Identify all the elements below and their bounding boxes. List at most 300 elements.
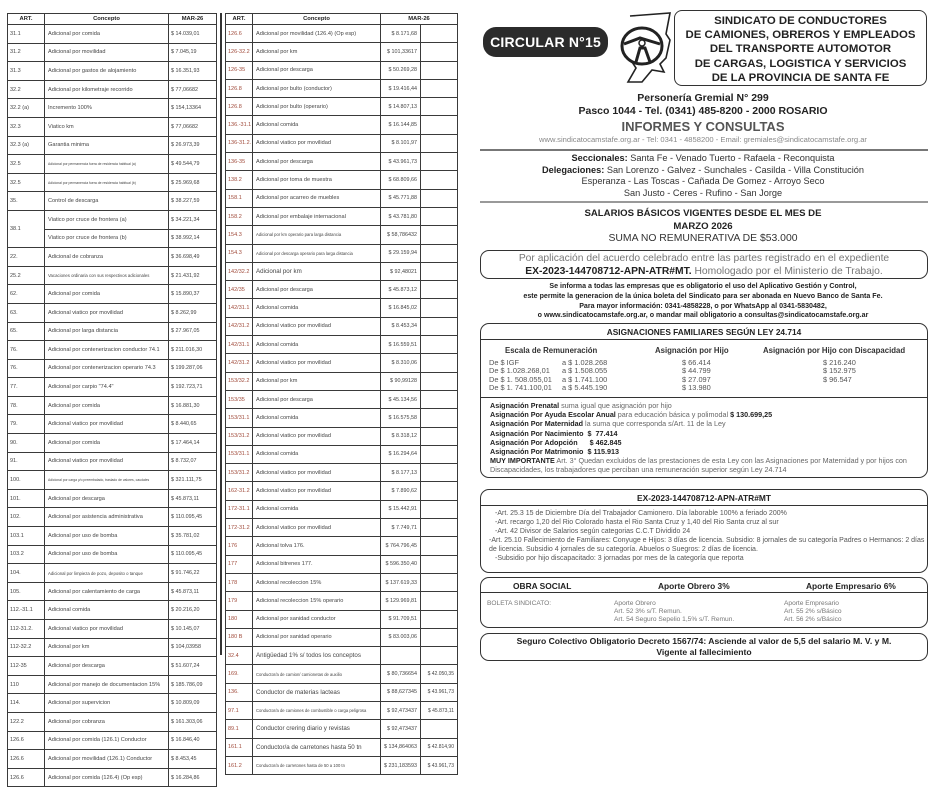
concepto-cell: Adicional por toma de muestra xyxy=(253,171,381,189)
extra-value-cell xyxy=(421,647,458,665)
asignacion-note xyxy=(490,456,924,474)
extra-value-cell xyxy=(421,25,458,43)
art-cell: 89.1 xyxy=(226,720,253,738)
divider xyxy=(481,339,927,340)
escala-de: De $ 1. 741.100,01 xyxy=(489,383,552,393)
art-cell: 142/31.2 xyxy=(226,354,253,372)
concepto-cell: Adicional viatico por movilidad xyxy=(253,354,381,372)
art-cell: 35. xyxy=(8,192,45,211)
art-cell: 31.3 xyxy=(8,62,45,81)
concepto-cell: Adicional por km operario para larga distancia xyxy=(253,226,381,244)
note-label: Asignación Por Matrimonio xyxy=(490,447,584,457)
contact-line: www.sindicatocamstafe.org.ar - Tel: 0341 - 4858200 - Email: gremiales@sindicatocamstafe.org.ar xyxy=(539,135,867,144)
extra-value-cell xyxy=(421,720,458,738)
art-cell: 104. xyxy=(8,564,45,583)
personeria-gremial: Personería Gremial N° 299 xyxy=(637,92,769,104)
value-cell: $ 92,473437 xyxy=(381,720,421,738)
list-item: -Art. recargo 1,20 del Rio Colorado hasta el Rio Santa Cruz y 1,40 del Rio Santa cruz al sur xyxy=(495,519,779,526)
table-row xyxy=(226,79,458,97)
concepto-cell: Adicional por contenerizacion conductor 74.1 xyxy=(45,341,169,360)
table-row xyxy=(226,372,458,390)
concepto-cell: Adicional por km xyxy=(253,43,381,61)
extra-value-cell xyxy=(421,189,458,207)
aporte-empresario-header: Aporte Empresario 6% xyxy=(806,581,896,591)
concepto-cell: Control de descarga xyxy=(45,192,169,211)
concepto-cell: Adicional por carpio "74.4" xyxy=(45,378,169,397)
table-row xyxy=(8,731,217,750)
table-row xyxy=(8,564,217,583)
value-cell: $ 10.145,07 xyxy=(169,620,217,639)
value-cell: $ 16.294,64 xyxy=(381,445,421,463)
art-cell: 153/31.1 xyxy=(226,409,253,427)
aporte-obrero-header: Aporte Obrero 3% xyxy=(658,581,730,591)
value-cell: $ 16.881,30 xyxy=(169,396,217,415)
value-cell: $ 35.781,02 xyxy=(169,527,217,546)
concepto-cell: Adicional viatico por movilidad xyxy=(253,427,381,445)
table-row xyxy=(226,573,458,591)
table-row xyxy=(8,489,217,508)
seguro-colectivo-box xyxy=(480,633,928,661)
value-cell: $ 16.284,86 xyxy=(169,768,217,787)
asignacion-discapacidad: $ 216.240 xyxy=(823,358,856,367)
asignacion-hijo: $ 13.980 xyxy=(682,383,711,393)
union-name-box xyxy=(674,10,927,86)
aporte-obrero-details xyxy=(614,600,734,625)
art-cell: 110 xyxy=(8,675,45,694)
table-row xyxy=(226,336,458,354)
value-cell: $ 92,48021 xyxy=(381,262,421,280)
table-row xyxy=(8,694,217,713)
address: Pasco 1044 - Tel. (0341) 485-8200 - 2000 ROSARIO xyxy=(578,105,828,117)
concepto-cell: Adicional por comida (126.4) (Op esp) xyxy=(45,768,169,787)
art-cell: 112-31.2. xyxy=(8,620,45,639)
obra-social-box xyxy=(480,577,928,628)
col-header-hijo: Asignación por Hijo xyxy=(655,346,729,355)
escala-de: De $ 1. 508.055,01 xyxy=(489,374,552,384)
obra-social-header: OBRA SOCIAL xyxy=(513,581,572,591)
art-cell: 154.3 xyxy=(226,244,253,262)
note-text: Art. 3° Quedan excluidos de las prestaciones de esta Ley con las Asignaciones por Maternidad y por hijos con Discapacidades, los trabajadores que perciban una remuneración superior según Ley 24.714 xyxy=(490,456,907,475)
art-cell: 153/31.2 xyxy=(226,464,253,482)
concepto-cell: Adicional viatico por movilidad xyxy=(253,482,381,500)
union-name-line: DE LA PROVINCIA DE SANTA FE xyxy=(711,71,890,84)
list-item: -Subsidio por hijo discapacitado: 3 jornadas por mes de la categoría que reporta xyxy=(495,555,744,562)
value-cell: $ 7.890,62 xyxy=(381,482,421,500)
art-cell: 142/31.1 xyxy=(226,336,253,354)
table-row xyxy=(226,445,458,463)
seguro-line: Vigente al fallecimiento xyxy=(656,647,752,657)
table-row xyxy=(226,189,458,207)
art-cell: 77. xyxy=(8,378,45,397)
table-row xyxy=(8,415,217,434)
homologado-text: Homologado por el Ministerio de Trabajo. xyxy=(691,266,883,277)
value-cell: $ 211.016,30 xyxy=(169,341,217,360)
concepto-cell: Adicional por uso de bomba xyxy=(45,527,169,546)
table-row xyxy=(226,537,458,555)
expediente-title: EX-2023-144708712-APN-ATR#MT xyxy=(637,493,771,503)
extra-value-cell xyxy=(421,573,458,591)
art-cell: 126.6 xyxy=(8,768,45,787)
value-cell: $ 25.969,68 xyxy=(169,173,217,192)
art-cell: 112.-31.1 xyxy=(8,601,45,620)
extra-value-cell xyxy=(421,134,458,152)
art-cell: 153/31.2 xyxy=(226,427,253,445)
extra-value-cell xyxy=(421,519,458,537)
table-row xyxy=(226,592,458,610)
concepto-cell: Viatico por cruce de frontera (b) xyxy=(45,229,169,248)
concepto-cell: Adicional comida xyxy=(253,500,381,518)
salarios-title xyxy=(476,208,930,233)
escala-a: a $ 1.028.268 xyxy=(562,358,608,367)
list-item: -Art. 25.3 15 de Diciembre Día del Trabajador Camionero. Día laborable 100% a feriado 200% xyxy=(495,510,787,517)
concepto-cell: Adicional viatico por movilidad xyxy=(45,452,169,471)
value-cell: $ 90,99128 xyxy=(381,372,421,390)
concepto-cell: Adicional por descarga xyxy=(253,390,381,408)
salary-table-right xyxy=(225,13,458,775)
art-cell: 101. xyxy=(8,489,45,508)
extra-value-cell xyxy=(421,244,458,262)
value-cell: $ 20.216,20 xyxy=(169,601,217,620)
concepto-cell: Adicional comida xyxy=(253,299,381,317)
concepto-cell: Adicional comida xyxy=(253,445,381,463)
salarios-title-line: SALARIOS BÁSICOS VIGENTES DESDE EL MES DE xyxy=(584,208,822,219)
concepto-cell: Adicional comida xyxy=(253,336,381,354)
value-cell: $ 27.967,05 xyxy=(169,322,217,341)
extra-value-cell xyxy=(421,116,458,134)
value-cell: $ 8.171,68 xyxy=(381,25,421,43)
table-row xyxy=(8,303,217,322)
extra-value-cell xyxy=(421,98,458,116)
concepto-cell: Adicional bitrenes 177. xyxy=(253,555,381,573)
escala-de: De $ 1.028.268,01 xyxy=(489,366,550,376)
value-cell: $ 7.045,19 xyxy=(169,43,217,62)
concepto-cell: Adicional por bulto (operario) xyxy=(253,98,381,116)
value-cell xyxy=(381,647,421,665)
concepto-cell: Adicional viatico por movilidad xyxy=(253,464,381,482)
aviso-line: o www.sindicatocamstafe.org.ar, o mandar mail obligatorio a consultas@sindicatocamstafe.org.ar xyxy=(537,311,869,320)
concepto-cell: Adicional por descarga xyxy=(253,281,381,299)
extra-value-cell xyxy=(421,317,458,335)
delegaciones-label: Delegaciones: xyxy=(541,164,605,175)
art-cell: 126.6 xyxy=(8,731,45,750)
locations-block xyxy=(476,153,930,199)
art-cell: 114. xyxy=(8,694,45,713)
art-cell: 32.2 xyxy=(8,80,45,99)
art-cell: 32.3 (a) xyxy=(8,136,45,155)
value-cell: $ 45.873,12 xyxy=(381,281,421,299)
table-row xyxy=(8,266,217,285)
value-cell: $ 154,13364 xyxy=(169,99,217,118)
table-row xyxy=(226,647,458,665)
table-row xyxy=(8,155,217,174)
expediente-number: EX-2023-144708712-APN-ATR#MT. xyxy=(525,266,692,277)
table-row xyxy=(226,500,458,518)
circular-badge: CIRCULAR N°15 xyxy=(483,27,608,57)
aviso-line: Para mayor información: 0341-4858228, o por WhatsApp al 0341-5830482, xyxy=(579,301,827,310)
art-cell: 169. xyxy=(226,665,253,683)
table-row xyxy=(8,173,217,192)
art-cell: 32.3 xyxy=(8,117,45,136)
concepto-cell: Adicional por descarga xyxy=(253,153,381,171)
table-row xyxy=(8,508,217,527)
value-cell: $ 45.873,11 xyxy=(169,582,217,601)
concepto-cell: Conductor/a de camion/ camionetas de auxilio xyxy=(253,665,381,683)
concepto-cell: Adicional por sanidad operario xyxy=(253,628,381,646)
extra-value-cell: $ 45.873,11 xyxy=(421,701,458,719)
value-cell: $ 91.746,22 xyxy=(169,564,217,583)
art-cell: 126.6 xyxy=(226,25,253,43)
table-row xyxy=(8,285,217,304)
table-row xyxy=(8,582,217,601)
table-row xyxy=(226,98,458,116)
asignacion-hijo: $ 27.097 xyxy=(682,374,711,384)
note-value: $ 115.913 xyxy=(583,447,620,457)
art-cell: 122.2 xyxy=(8,712,45,731)
art-cell: 162-31.2 xyxy=(226,482,253,500)
art-cell: 161.1 xyxy=(226,738,253,756)
table-row xyxy=(226,354,458,372)
art-cell: 142/35 xyxy=(226,281,253,299)
detail-line: Aporte Obrero xyxy=(614,600,656,607)
seccionales-label: Seccionales: xyxy=(571,153,628,163)
seguro-line: Seguro Colectivo Obligatorio Decreto 1567/74: Asciende al valor de 5,5 del salario M. V. y M. xyxy=(516,636,892,646)
art-cell: 177 xyxy=(226,555,253,573)
concepto-cell: Adicional por km xyxy=(253,372,381,390)
asignacion-hijo: $ 44.799 xyxy=(682,366,711,376)
concepto-cell: Adicional viatico por movilidad xyxy=(45,415,169,434)
art-cell: 154.3 xyxy=(226,226,253,244)
table-row xyxy=(226,61,458,79)
asignacion-note xyxy=(490,419,924,428)
extra-value-cell xyxy=(421,336,458,354)
concepto-cell: Adicional por carga y/o preembalado, traslado de valores, caudales xyxy=(45,471,169,490)
divider xyxy=(480,201,928,203)
art-cell: 65. xyxy=(8,322,45,341)
art-cell: 142/31.1 xyxy=(226,299,253,317)
detail-line: Art. 55 2% s/Básico xyxy=(784,608,842,616)
col-header-mar26: MAR-26 xyxy=(169,14,217,25)
value-cell: $ 58,786432 xyxy=(381,226,421,244)
concepto-cell: Incremento 100% xyxy=(45,99,169,118)
extra-value-cell: $ 42.050,35 xyxy=(421,665,458,683)
value-cell: $ 110.095,45 xyxy=(169,508,217,527)
concepto-cell: Adicional por permanencia fuera de residencia habitual (a) xyxy=(45,155,169,174)
table-row xyxy=(226,317,458,335)
value-cell: $ 14.039,01 xyxy=(169,25,217,44)
table-row xyxy=(226,43,458,61)
escala-a: a $ 1.508.055 xyxy=(562,366,608,376)
table-row xyxy=(226,134,458,152)
art-cell: 136-31.2. xyxy=(226,134,253,152)
value-cell: $ 7.749,71 xyxy=(381,519,421,537)
value-cell: $ 16.846,40 xyxy=(169,731,217,750)
delegaciones-line xyxy=(476,165,930,177)
value-cell: $ 10.809,09 xyxy=(169,694,217,713)
value-cell: $ 92,473437 xyxy=(381,701,421,719)
art-cell: 112-35 xyxy=(8,657,45,676)
concepto-cell: Adicional comida xyxy=(253,116,381,134)
value-cell: $ 21.431,92 xyxy=(169,266,217,285)
concepto-cell: Adicional por comida xyxy=(45,434,169,453)
art-cell: 62. xyxy=(8,285,45,304)
table-row xyxy=(8,80,217,99)
table-row xyxy=(226,281,458,299)
concepto-cell: Conductor/a de carretones hasta 50 tn xyxy=(253,738,381,756)
art-cell: 76. xyxy=(8,341,45,360)
divider xyxy=(481,592,927,593)
table-row xyxy=(8,712,217,731)
concepto-cell: Adicional por movilidad (126.4) (Op esp) xyxy=(253,25,381,43)
table-row xyxy=(226,628,458,646)
value-cell: $ 8.101,97 xyxy=(381,134,421,152)
art-cell: 76. xyxy=(8,359,45,378)
concepto-cell: Adicional por uso de bomba xyxy=(45,545,169,564)
value-cell: $ 8.440,65 xyxy=(169,415,217,434)
extra-value-cell xyxy=(421,281,458,299)
value-cell: $ 38.992,14 xyxy=(169,229,217,248)
extra-value-cell xyxy=(421,610,458,628)
table-row xyxy=(8,210,217,229)
concepto-cell: Adicional por comida (126.1) Conductor xyxy=(45,731,169,750)
col-header-concepto: Concepto xyxy=(253,14,381,25)
value-cell: $ 19.416,44 xyxy=(381,79,421,97)
asignacion-note xyxy=(490,447,924,456)
value-cell: $ 129.969,81 xyxy=(381,592,421,610)
col-header-mar26: MAR-26 xyxy=(381,14,458,25)
concepto-cell: Adicional por larga distancia xyxy=(45,322,169,341)
divider xyxy=(481,397,927,398)
value-cell: $ 8.453,34 xyxy=(381,317,421,335)
extra-value-cell xyxy=(421,207,458,225)
art-cell: 102. xyxy=(8,508,45,527)
table-row xyxy=(226,25,458,43)
art-cell: 126-32.2 xyxy=(226,43,253,61)
informes-title: INFORMES Y CONSULTAS xyxy=(621,119,785,134)
concepto-cell: Viatico km xyxy=(45,117,169,136)
concepto-cell: Adicional comida xyxy=(253,409,381,427)
table-row xyxy=(226,299,458,317)
suma-no-remunerativa: SUMA NO REMUNERATIVA DE $53.000 xyxy=(608,233,798,244)
list-item: -Art. 25.10 Fallecimiento de Familiares: Conyuge e Hijos: 3 días de licencia. Subsidio: 8 jornales de su categoría Padres o Hermanos: 2 días de licencia. Subsidio 4 jornales de su categoría. Abuelos o Suegros: 2 días de licencia. xyxy=(489,537,925,553)
table-row xyxy=(226,756,458,774)
concepto-cell: Conductor crering diario y revistas xyxy=(253,720,381,738)
divider xyxy=(480,149,928,151)
concepto-cell: Adicional recoleccion 15% operario xyxy=(253,592,381,610)
value-cell: $ 50.269,28 xyxy=(381,61,421,79)
note-text: para educación básica y polimodal xyxy=(615,410,731,420)
salary-table-left xyxy=(7,13,217,787)
concepto-cell: Conductor/a de camiones de combustible o carga peligrosa xyxy=(253,701,381,719)
value-cell: $ 8.453,45 xyxy=(169,750,217,769)
concepto-cell: Adicional viatico por movilidad xyxy=(253,317,381,335)
note-label: Asignación Por Ayuda Escolar Anual xyxy=(490,410,616,420)
note-label: Asignación Por Nacimiento xyxy=(490,428,584,438)
table-row xyxy=(226,464,458,482)
delegaciones-line: Esperanza - Las Toscas - Cañada De Gomez - Arroyo Seco xyxy=(581,176,825,186)
art-cell: 31.2 xyxy=(8,43,45,62)
extra-value-cell xyxy=(421,153,458,171)
value-cell: $ 15.442,91 xyxy=(381,500,421,518)
concepto-cell: Adicional por km xyxy=(253,262,381,280)
asignacion-note xyxy=(490,401,924,410)
extra-value-cell xyxy=(421,171,458,189)
detail-line: Art. 56 2% s/Básico xyxy=(784,616,842,624)
art-cell: 142/32.2 xyxy=(226,262,253,280)
delegaciones-line: San Justo - Ceres - Rufino - San Jorge xyxy=(623,187,783,198)
concepto-cell: Conductor de materias lacteas xyxy=(253,683,381,701)
asignacion-discapacidad: $ 152.975 xyxy=(823,366,856,376)
extra-value-cell xyxy=(421,79,458,97)
table-row xyxy=(226,207,458,225)
value-cell: $ 101,33617 xyxy=(381,43,421,61)
acuerdo-line xyxy=(481,265,927,278)
table-row xyxy=(226,390,458,408)
extra-value-cell: $ 42.814,90 xyxy=(421,738,458,756)
art-cell: 178 xyxy=(226,573,253,591)
value-cell: $ 80,736654 xyxy=(381,665,421,683)
aviso-line: Se informa a todas las empresas que es obligatorio el uso del Aplicativo Gestión y Control, xyxy=(549,282,857,290)
aviso-line: este permite la generacion de la única boleta del Sindicato para ser abonada en Nuevo Banco de Santa Fe. xyxy=(523,291,883,300)
art-cell: 105. xyxy=(8,582,45,601)
extra-value-cell xyxy=(421,445,458,463)
concepto-cell: Conductor/a de carretones hasta de 50 a 100 tn xyxy=(253,756,381,774)
column-divider xyxy=(220,13,222,655)
extra-value-cell xyxy=(421,226,458,244)
value-cell: $ 51.607,24 xyxy=(169,657,217,676)
art-cell: 126.6 xyxy=(8,750,45,769)
expediente-list xyxy=(489,509,925,563)
extra-value-cell xyxy=(421,299,458,317)
art-cell: 138.2 xyxy=(226,171,253,189)
concepto-cell: Adicional por descarga operario para larga distancia xyxy=(253,244,381,262)
table-row xyxy=(226,262,458,280)
art-cell: 25.2 xyxy=(8,266,45,285)
value-cell: $ 8.177,13 xyxy=(381,464,421,482)
concepto-cell: Vacaciones ordinaria con sus respectivos adicionales xyxy=(45,266,169,285)
note-label: Asignación Prenatal xyxy=(490,401,560,410)
concepto-cell: Adicional por comida xyxy=(45,285,169,304)
concepto-cell: Adicional por descarga xyxy=(45,489,169,508)
art-cell: 153/32.2 xyxy=(226,372,253,390)
table-row xyxy=(8,99,217,118)
concepto-cell: Adicional por manejo de documentacion 15% xyxy=(45,675,169,694)
table-row xyxy=(8,378,217,397)
value-cell: $ 16.144,85 xyxy=(381,116,421,134)
concepto-cell: Adicional por descarga xyxy=(45,657,169,676)
art-cell: 176 xyxy=(226,537,253,555)
extra-value-cell xyxy=(421,372,458,390)
table-row xyxy=(226,153,458,171)
art-cell: 158.2 xyxy=(226,207,253,225)
extra-value-cell xyxy=(421,464,458,482)
value-cell: $ 8.310,06 xyxy=(381,354,421,372)
table-row xyxy=(8,434,217,453)
art-cell: 32.5 xyxy=(8,155,45,174)
extra-value-cell xyxy=(421,409,458,427)
list-item: -Art. 42 Divisor de Salarios según categorias C.C.T Dividido 24 xyxy=(495,528,691,535)
table-row xyxy=(8,322,217,341)
art-cell: 103.2 xyxy=(8,545,45,564)
extra-value-cell xyxy=(421,500,458,518)
art-cell: 172-31.2 xyxy=(226,519,253,537)
value-cell: $ 764.796,45 xyxy=(381,537,421,555)
table-row xyxy=(8,527,217,546)
concepto-cell: Adicional viatico por movilidad xyxy=(253,134,381,152)
note-label: Asignación Por Adopción xyxy=(490,437,578,447)
table-row xyxy=(8,43,217,62)
art-cell: 100. xyxy=(8,471,45,490)
asignaciones-notes xyxy=(490,401,924,475)
